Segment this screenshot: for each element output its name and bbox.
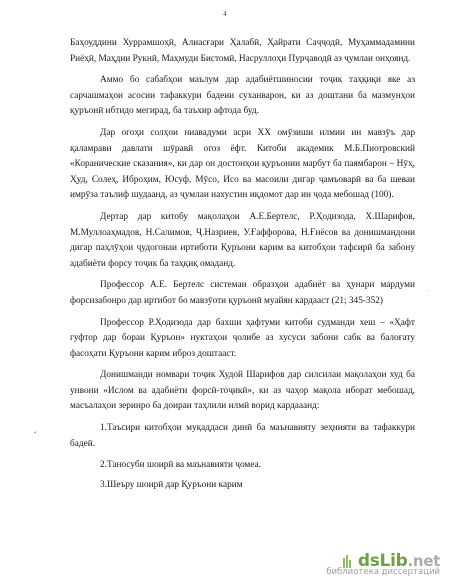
list-item: 1.Таъсири китобҳои муқаддаси динӣ ба маънавияту зеҳнияти ва тафаккури бадеӣ.	[70, 423, 415, 449]
paragraph-hodizoda: Профессор Р.Ҳодизода дар бахши ҳафтуми китоби судманди хеш – «Ҳафт гуфтор дар бораи Қуръон» нуктаҳои ҷолибе аз хусуси забони сабк ва балоғату фасоҳати Қуръони карим иброз доштааст.	[70, 317, 415, 359]
paragraph-bertels: Профессор А.Е. Бертелс системаи образҳои адабиёт ва ҳунари мардуми форсизабонро дар иртибот бо мавзӯоти қуръонӣ муайян кардааст (21; 345-352)	[70, 280, 415, 306]
paragraph-sharifov: Донишманди номвари тоҷик Худой Шарифов дар силсилаи мақолаҳои худ ба унвони «Ислом ва адабиёти форсӣ-тоҷикӣ», ки аз чаҳор мақола иборат мебошад, масъалаҳои зеринро ба доираи таҳлили илмӣ ворид кардааанд:	[70, 370, 415, 412]
watermark-logo-main: dsLib	[357, 551, 408, 571]
paragraph-names-list: Баҳоуддини Хуррамшоҳӣ, Алиасғари Ҳалабӣ, Ҳайрати Саҷҷодӣ, Муҳаммадамини Риёҳӣ, Маҳдии Рукнӣ, Маҳмуди Бистомӣ, Насруллоҳи Пурҷаводӣ аз ҷумлаи онҳоянд.	[70, 38, 415, 64]
topic-list	[70, 421, 415, 493]
paragraph-research-gap: Аммо бо сабабҳои маълум дар адабиётшиносии тоҷик таҳқиқи яке аз сарчашмаҳои асосии тафаккури бадеии суханварон, ки аз доштани ба мазмунҳои қуръонӣ ибтидо мегирад, ба таъхир афтода буд.	[70, 75, 415, 117]
dslib-watermark[interactable]	[326, 548, 440, 577]
watermark-caption: библиотека диссертаций	[326, 567, 440, 577]
paragraph-soviet-study: Дар огоҳи солҳои ниавадуми асри ХХ омӯзиши илмии ин мавзӯъ дар қаламрави давлати шӯравӣ огоз ёфт. Китоби академик М.Б.Пиотровский «Коранические сказания», ки дар он достонҳои қуръонии марбут ба паямбарон – Нӯҳ, Ҳуд, Солеҳ, Иброҳим, Юсуф, Мӯсо, Исо ва масоили дигар ҷамъоварӣ ва ба шеваи имрӯза таълиф шудаанд, аз ҷумлаи нахустин иқдомот дар ин ҷода мебошад (100).	[70, 127, 415, 201]
paragraph-scholars: Дертар дар китобу мақолаҳои А.Е.Бертелс, Р.Ҳодизода, Х.Шарифов, М.Муллоаҳмадов, Н.Салимов, Ҷ.Назриев, У.Ғаффорова, Н.Ғиёсов ва донишмандони дигар паҳлӯҳои ҷудогонаи иртиботи Қуръони карим ва китобҳои тафсирӣ ба забону адабиёти форсу тоҷик ба таҳқиқ омаданд.	[70, 211, 415, 269]
list-item: 2.Таносуби шоирӣ ва маънавияти ҷомеа.	[100, 460, 261, 471]
margin-dot-right: ·	[426, 287, 429, 295]
document-body	[70, 36, 415, 497]
margin-dot-left: •	[34, 429, 37, 437]
page-number: 4	[223, 10, 227, 18]
watermark-logo-tld: .net	[407, 552, 440, 570]
books-icon	[343, 554, 353, 568]
list-item: 3.Шеъру шоирӣ дар Қуръони карим	[100, 479, 243, 490]
